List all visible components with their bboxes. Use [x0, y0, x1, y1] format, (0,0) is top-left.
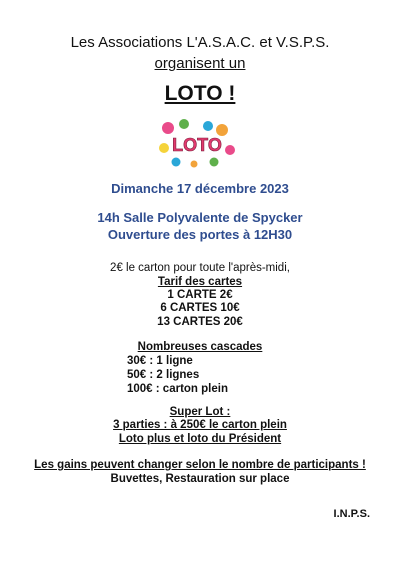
cascades-heading: Nombreuses cascades [137, 341, 263, 353]
event-place: 14h Salle Polyvalente de Spycker [97, 210, 303, 225]
tarif-item: 1 CARTE 2€ [167, 289, 233, 301]
gains-notice: Les gains peuvent changer selon le nombre de participants ! [34, 459, 366, 471]
associations-line: Les Associations L'A.S.A.C. et V.S.P.S. [70, 34, 330, 51]
loto-logo [156, 118, 238, 168]
tarif-heading: Tarif des cartes [157, 276, 243, 288]
tarif-intro: 2€ le carton pour toute l'après-midi, [110, 262, 290, 274]
event-doors: Ouverture des portes à 12H30 [107, 227, 293, 242]
buvettes-line: Buvettes, Restauration sur place [110, 473, 290, 485]
signature: I.N.P.S. [333, 508, 370, 520]
superlot-line: Loto plus et loto du Président [118, 433, 282, 445]
cascade-item: 100€ : carton plein [127, 383, 228, 395]
cascade-item: 50€ : 2 lignes [127, 369, 200, 381]
tarif-item: 6 CARTES 10€ [160, 302, 240, 314]
event-date: Dimanche 17 décembre 2023 [111, 181, 289, 196]
page-title: LOTO ! [164, 82, 236, 105]
tarif-item: 13 CARTES 20€ [157, 316, 243, 328]
superlot-heading: Super Lot : [169, 406, 231, 418]
organisent-line: organisent un [154, 55, 246, 72]
cascade-item: 30€ : 1 ligne [127, 355, 193, 367]
logo-text: LOTO [172, 135, 222, 155]
superlot-line: 3 parties : à 250€ le carton plein [113, 419, 287, 431]
